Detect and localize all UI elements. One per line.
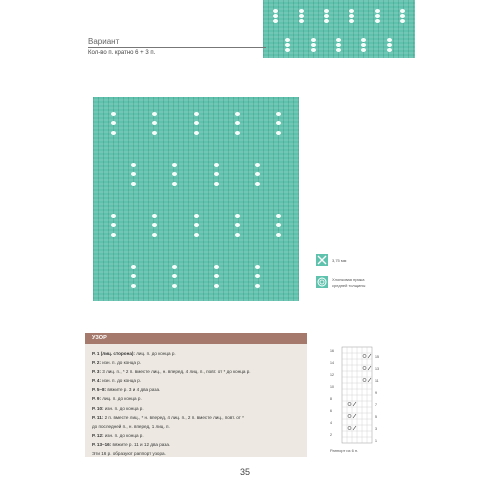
eyelet-hole: [324, 9, 329, 13]
eyelet-hole: [152, 233, 157, 237]
eyelet-hole: [152, 112, 157, 116]
stitch-chart: [328, 345, 388, 445]
pattern-instructions-box: [85, 333, 307, 457]
eyelet-hole: [311, 43, 316, 47]
eyelet-hole: [400, 14, 405, 18]
eyelet-hole: [276, 121, 281, 125]
yarn-desc-2: средней толщины: [332, 283, 366, 288]
pattern-row: [92, 404, 302, 413]
eyelet-hole: [172, 274, 177, 278]
eyelet-hole: [235, 233, 240, 237]
pattern-row: [92, 440, 302, 449]
eyelet-hole: [324, 19, 329, 23]
eyelet-hole: [214, 265, 219, 269]
eyelet-hole: [111, 131, 116, 135]
pattern-heading: УЗОР: [92, 335, 107, 341]
eyelet-hole: [172, 163, 177, 167]
eyelet-hole: [194, 121, 199, 125]
chart-row-label: 8: [330, 397, 332, 401]
eyelet-hole: [255, 284, 260, 288]
chart-caption: Раппорт из 6 п.: [330, 448, 359, 453]
eyelet-hole: [152, 131, 157, 135]
eyelet-hole: [311, 48, 316, 52]
needles-icon: [316, 254, 328, 266]
chart-row-label: 11: [375, 379, 379, 383]
eyelet-hole: [349, 9, 354, 13]
eyelet-hole: [235, 112, 240, 116]
eyelet-hole: [375, 14, 380, 18]
eyelet-hole: [172, 172, 177, 176]
row-text: 2 п. вместе лиц., * н. вперед, 4 лиц. п., 2 п. вместе лиц., повт. от *: [103, 414, 244, 420]
eyelet-hole: [194, 223, 199, 227]
chart-row-label: 6: [330, 409, 332, 413]
eyelet-hole: [194, 233, 199, 237]
eyelet-hole: [111, 223, 116, 227]
row-text: вяжите р. 3 и 4 два раза.: [106, 387, 161, 393]
variant-title: Вариант: [88, 37, 120, 46]
eyelet-hole: [349, 19, 354, 23]
row-text: Эти 16 р. образуют раппорт узора.: [92, 451, 166, 457]
eyelet-hole: [255, 182, 260, 186]
eyelet-hole: [131, 274, 136, 278]
eyelet-hole: [255, 265, 260, 269]
row-label: Р. 11:: [92, 414, 104, 420]
eyelet-hole: [235, 121, 240, 125]
chart-row-label: 15: [375, 355, 379, 359]
stitch-count: Кол-во п. кратно 6 + 3 п.: [88, 50, 156, 56]
pattern-row: [92, 376, 302, 385]
eyelet-hole: [255, 172, 260, 176]
pattern-row: [92, 385, 302, 394]
row-text: до последней п., н. вперед, 1 лиц. п.: [92, 423, 170, 429]
row-text: вяжите р. 11 и 12 два раза.: [111, 441, 171, 447]
eyelet-hole: [299, 9, 304, 13]
eyelet-hole: [361, 43, 366, 47]
eyelet-hole: [273, 14, 278, 18]
row-label: Р. 3:: [92, 369, 102, 375]
eyelet-hole: [361, 48, 366, 52]
eyelet-hole: [194, 112, 199, 116]
eyelet-hole: [336, 38, 341, 42]
chart-row-label: 14: [330, 361, 334, 365]
eyelet-hole: [255, 163, 260, 167]
row-text: лиц. п. до конца р.: [101, 396, 142, 402]
row-label: Р. 1 (лиц. сторона):: [92, 351, 135, 356]
eyelet-hole: [361, 38, 366, 42]
eyelet-hole: [214, 172, 219, 176]
eyelet-hole: [235, 223, 240, 227]
chart-row-label: 5: [375, 415, 377, 419]
eyelet-hole: [214, 284, 219, 288]
eyelet-hole: [255, 274, 260, 278]
eyelet-hole: [336, 48, 341, 52]
pattern-row: [92, 367, 302, 376]
eyelet-hole: [311, 38, 316, 42]
eyelet-hole: [324, 14, 329, 18]
row-label: Р. 12:: [92, 432, 104, 438]
row-label: Р. 5–8:: [92, 387, 107, 393]
needle-size: 3,75 мм: [332, 258, 347, 263]
pattern-row: [92, 394, 302, 403]
eyelet-hole: [111, 121, 116, 125]
eyelet-hole: [349, 14, 354, 18]
eyelet-hole: [276, 112, 281, 116]
chart-row-label: 1: [375, 439, 377, 443]
row-label: Р. 2:: [92, 360, 102, 366]
eyelet-hole: [299, 19, 304, 23]
eyelet-hole: [131, 182, 136, 186]
eyelet-hole: [276, 233, 281, 237]
eyelet-hole: [172, 265, 177, 269]
eyelet-hole: [131, 284, 136, 288]
eyelet-hole: [400, 9, 405, 13]
eyelet-hole: [111, 112, 116, 116]
eyelet-hole: [214, 182, 219, 186]
pattern-row: [92, 349, 302, 358]
chart-row-label: 13: [375, 367, 379, 371]
eyelet-hole: [276, 223, 281, 227]
row-label: Р. 4:: [92, 378, 102, 384]
eyelet-hole: [400, 19, 405, 23]
row-label: Р. 10:: [92, 405, 104, 411]
row-text: изн. п. до конца р.: [103, 432, 144, 438]
chart-row-label: 7: [375, 403, 377, 407]
eyelet-hole: [387, 48, 392, 52]
eyelet-hole: [131, 172, 136, 176]
eyelet-hole: [214, 163, 219, 167]
eyelet-hole: [111, 214, 116, 218]
eyelet-hole: [131, 265, 136, 269]
eyelet-hole: [235, 214, 240, 218]
eyelet-hole: [276, 131, 281, 135]
eyelet-hole: [172, 182, 177, 186]
eyelet-hole: [194, 131, 199, 135]
pattern-rows: [92, 349, 302, 458]
top-swatch-photo: [263, 0, 415, 58]
page-number: 35: [240, 467, 251, 477]
eyelet-hole: [387, 43, 392, 47]
eyelet-hole: [375, 19, 380, 23]
eyelet-hole: [152, 214, 157, 218]
chart-row-label: 4: [330, 421, 332, 425]
eyelet-hole: [273, 9, 278, 13]
chart-row-label: 3: [375, 427, 377, 431]
eyelet-hole: [375, 9, 380, 13]
main-swatch-photo: [93, 97, 299, 301]
eyelet-hole: [111, 233, 116, 237]
pattern-row: [92, 413, 302, 422]
chart-row-label: 10: [330, 385, 334, 389]
eyelet-hole: [152, 223, 157, 227]
row-label: Р. 13–16:: [92, 441, 112, 447]
eyelet-hole: [276, 214, 281, 218]
eyelet-hole: [387, 38, 392, 42]
eyelet-hole: [194, 214, 199, 218]
eyelet-hole: [336, 43, 341, 47]
eyelet-hole: [214, 274, 219, 278]
eyelet-hole: [235, 131, 240, 135]
yarn-desc-1: Хлопковая пряжа: [332, 277, 365, 282]
chart-row-label: 16: [330, 349, 334, 353]
eyelet-hole: [285, 38, 290, 42]
eyelet-hole: [152, 121, 157, 125]
eyelet-hole: [172, 284, 177, 288]
eyelet-hole: [285, 43, 290, 47]
yarn-ball-icon: [316, 276, 328, 288]
eyelet-hole: [273, 19, 278, 23]
chart-row-label: 2: [330, 433, 332, 437]
pattern-row: [92, 449, 302, 458]
pattern-row: [92, 431, 302, 440]
chart-row-label: 12: [330, 373, 334, 377]
pattern-heading-bar: [85, 333, 307, 344]
eyelet-hole: [131, 163, 136, 167]
eyelet-hole: [285, 48, 290, 52]
row-label: Р. 9:: [92, 396, 102, 402]
row-text: 3 лиц. п., * 2 п. вместе лиц., н. вперед, 4 лиц. п., повт. от * до конца р.: [101, 369, 251, 375]
row-text: изн. п. до конца р.: [101, 378, 142, 384]
row-text: изн. п. до конца р.: [103, 405, 144, 411]
row-text: изн. п. до конца р.: [101, 360, 142, 366]
pattern-row: [92, 358, 302, 367]
eyelet-hole: [299, 14, 304, 18]
pattern-row: [92, 422, 302, 431]
chart-row-label: 9: [375, 391, 377, 395]
row-text: лиц. п. до конца р.: [134, 351, 176, 356]
header-divider: [88, 47, 266, 48]
